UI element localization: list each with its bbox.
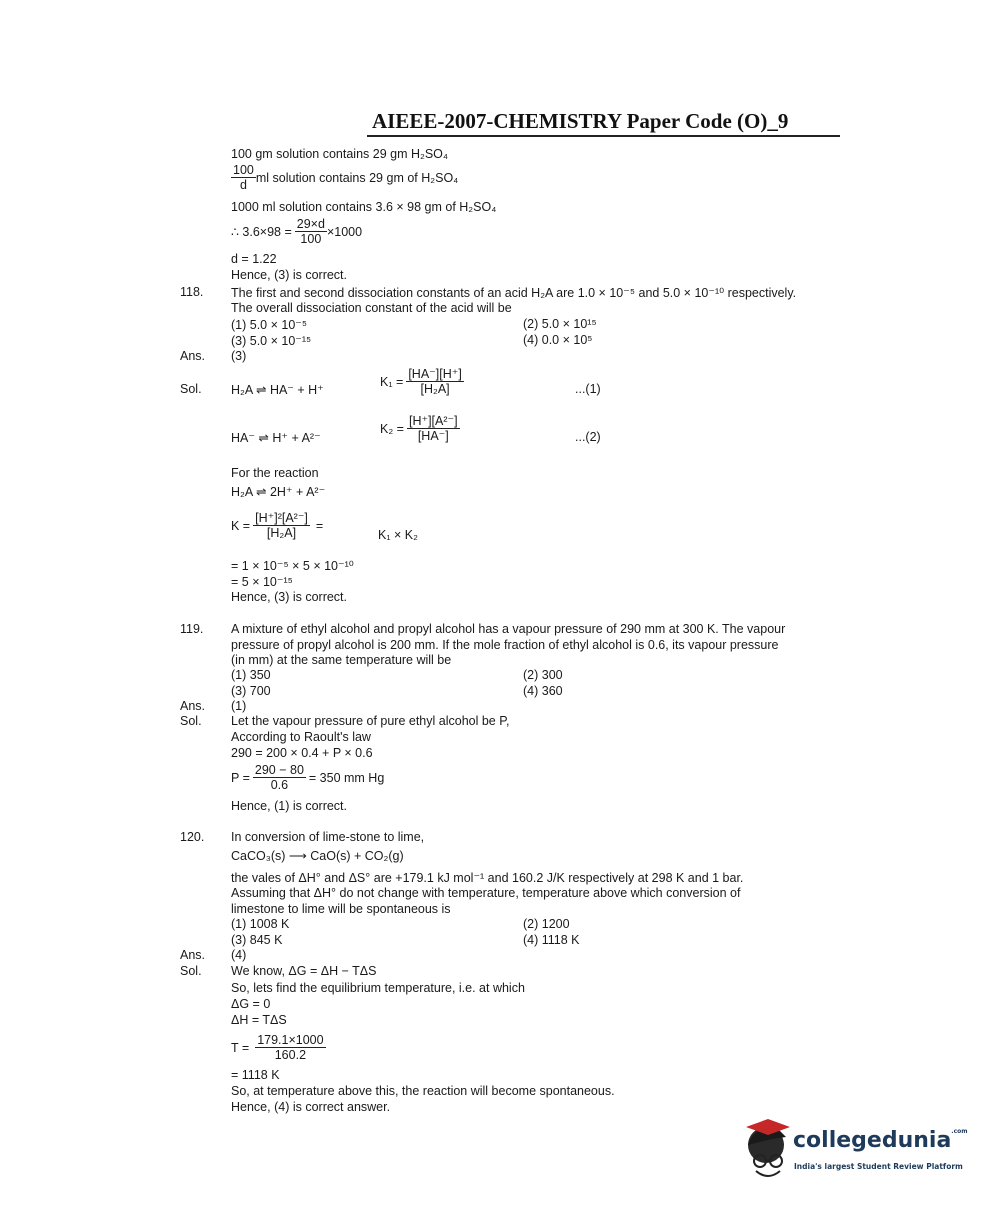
q120-solution-7: Hence, (4) is correct answer. <box>231 1100 391 1114</box>
q120-option-3: (3) 845 K <box>231 933 283 947</box>
page-header-title: AIEEE-2007-CHEMISTRY Paper Code (O)_9 <box>372 109 789 133</box>
q120-option-4: (4) 1118 K <box>523 933 580 947</box>
q120-solution-5: = 1118 K <box>231 1068 280 1082</box>
q118-option-1: (1) 5.0 × 10⁻⁵ <box>231 318 308 332</box>
q120-solution-label: Sol. <box>180 964 202 978</box>
q118-text-2: The overall dissociation constant of the acid will be <box>231 301 512 315</box>
q120-solution-4: ΔH = TΔS <box>231 1013 287 1027</box>
q120-number: 120. <box>180 830 205 844</box>
logo-tagline: India's largest Student Review Platform <box>794 1162 963 1171</box>
q120-text-2: the vales of ΔH° and ΔS° are +179.1 kJ mol⁻¹ and 160.2 J/K respectively at 298 K and 1 bar. <box>231 871 744 885</box>
q118-equation-2: HA⁻ ⇌ H⁺ + A²⁻ <box>231 431 321 445</box>
q118-equation-3: H₂A ⇌ 2H⁺ + A²⁻ <box>231 485 326 499</box>
q118-k1-expression: K₁ = $\frac{[HA^-][H^+]}{\text{[H₂A]}}$ <box>380 367 462 397</box>
q117-density-fraction: $\frac{29\times d}{100}$ <box>296 217 325 247</box>
q119-text-3: (in mm) at the same temperature will be <box>231 653 452 667</box>
q118-text-1: The first and second dissociation constants of an acid H₂A are 1.0 × 10⁻⁵ and 5.0 × 10⁻¹⁰ respectively. <box>231 286 797 300</box>
q119-solution-2: According to Raoult's law <box>231 730 371 744</box>
q119-answer: (1) <box>231 699 247 713</box>
q117-line-4: ∴ 3.6×98 = $\frac{29\times d}{100}$ ×1000 <box>231 217 363 247</box>
q118-option-4: (4) 0.0 × 10⁵ <box>523 333 593 347</box>
q120-answer-label: Ans. <box>180 948 206 962</box>
q118-k2-expression: K₂ = $\frac{\text{[H⁺][A²⁻]}}{[HA^-]}$ <box>380 414 458 444</box>
q118-for-reaction: For the reaction <box>231 466 319 480</box>
q117-line-3: 1000 ml solution contains 3.6 × 98 gm of H₂SO₄ <box>231 200 497 214</box>
q120-solution-1: We know, ΔG = ΔH − TΔS <box>231 964 377 978</box>
q120-text-1: In conversion of lime-stone to lime, <box>231 830 425 844</box>
q118-equation-1: H₂A ⇌ HA⁻ + H⁺ <box>231 383 324 397</box>
q119-option-2: (2) 300 <box>523 668 563 682</box>
q117-fraction: $\frac{100}{d}$ <box>233 163 254 193</box>
q118-option-3: (3) 5.0 × 10⁻¹⁵ <box>231 334 312 348</box>
q119-solution-label: Sol. <box>180 714 202 728</box>
q118-tag-2: ...(2) <box>575 430 601 444</box>
q120-solution-2: So, lets find the equilibrium temperature, i.e. at which <box>231 981 525 995</box>
q120-solution-6: So, at temperature above this, the reaction will become spontaneous. <box>231 1084 615 1098</box>
q117-line-5: d = 1.22 <box>231 252 277 266</box>
q120-option-1: (1) 1008 K <box>231 917 290 931</box>
q118-solution-label: Sol. <box>180 382 202 396</box>
q118-result-1: = 1 × 10⁻⁵ × 5 × 10⁻¹⁰ <box>231 559 354 573</box>
q120-answer: (4) <box>231 948 247 962</box>
q117-line-1: 100 gm solution contains 29 gm H₂SO₄ <box>231 147 449 161</box>
q119-solution-3: 290 = 200 × 0.4 + P × 0.6 <box>231 746 373 760</box>
logo-wordmark: collegedunia$^{.com}$ <box>793 1128 968 1153</box>
q119-text-2: pressure of propyl alcohol is 200 mm. If the mole fraction of ethyl alcohol is 0.6, its vapour pressure <box>231 638 779 652</box>
q119-answer-label: Ans. <box>180 699 206 713</box>
q119-number: 119. <box>180 622 204 636</box>
q118-answer: (3) <box>231 349 247 363</box>
q118-result-2: = 5 × 10⁻¹⁵ <box>231 575 293 589</box>
q117-line-6: Hence, (3) is correct. <box>231 268 348 282</box>
q118-number: 118. <box>180 285 204 299</box>
q120-equation: CaCO₃(s) ⟶ CaO(s) + CO₂(g) <box>231 849 404 863</box>
q118-answer-label: Ans. <box>180 349 206 363</box>
q119-solution-1: Let the vapour pressure of pure ethyl alcohol be P, <box>231 714 510 728</box>
q120-t-expression: T = $\frac{179.1\times 1000}{160.2}$ <box>231 1033 324 1063</box>
q119-option-4: (4) 360 <box>523 684 563 698</box>
q120-text-3: Assuming that ΔH° do not change with temperature, temperature above which conversion of <box>231 886 741 900</box>
q118-result-3: Hence, (3) is correct. <box>231 590 348 604</box>
q119-text-1: A mixture of ethyl alcohol and propyl alcohol has a vapour pressure of 290 mm at 300 K. The vapour <box>231 622 786 636</box>
q120-solution-3: ΔG = 0 <box>231 997 271 1011</box>
q117-line-2: $\frac{100}{d}$ ml solution contains 29 gm of H₂SO₄ <box>233 163 459 193</box>
q118-option-2: (2) 5.0 × 10¹⁵ <box>523 317 597 331</box>
q118-k-expression: K = $\frac{\text{[H⁺]²[A²⁻]}}{\text{[H₂A]}}$ = <box>231 511 324 541</box>
q120-text-4: limestone to lime will be spontaneous is <box>231 902 451 916</box>
q119-p-expression: P = $\frac{290 - 80}{0.6}$ = 350 mm Hg <box>231 763 385 793</box>
q120-option-2: (2) 1200 <box>523 917 570 931</box>
header-rule <box>367 135 840 137</box>
q118-tag-1: ...(1) <box>575 382 601 396</box>
q119-solution-4: Hence, (1) is correct. <box>231 799 348 813</box>
q118-k-product: K₁ × K₂ <box>378 528 418 542</box>
q119-option-3: (3) 700 <box>231 684 271 698</box>
q119-option-1: (1) 350 <box>231 668 271 682</box>
